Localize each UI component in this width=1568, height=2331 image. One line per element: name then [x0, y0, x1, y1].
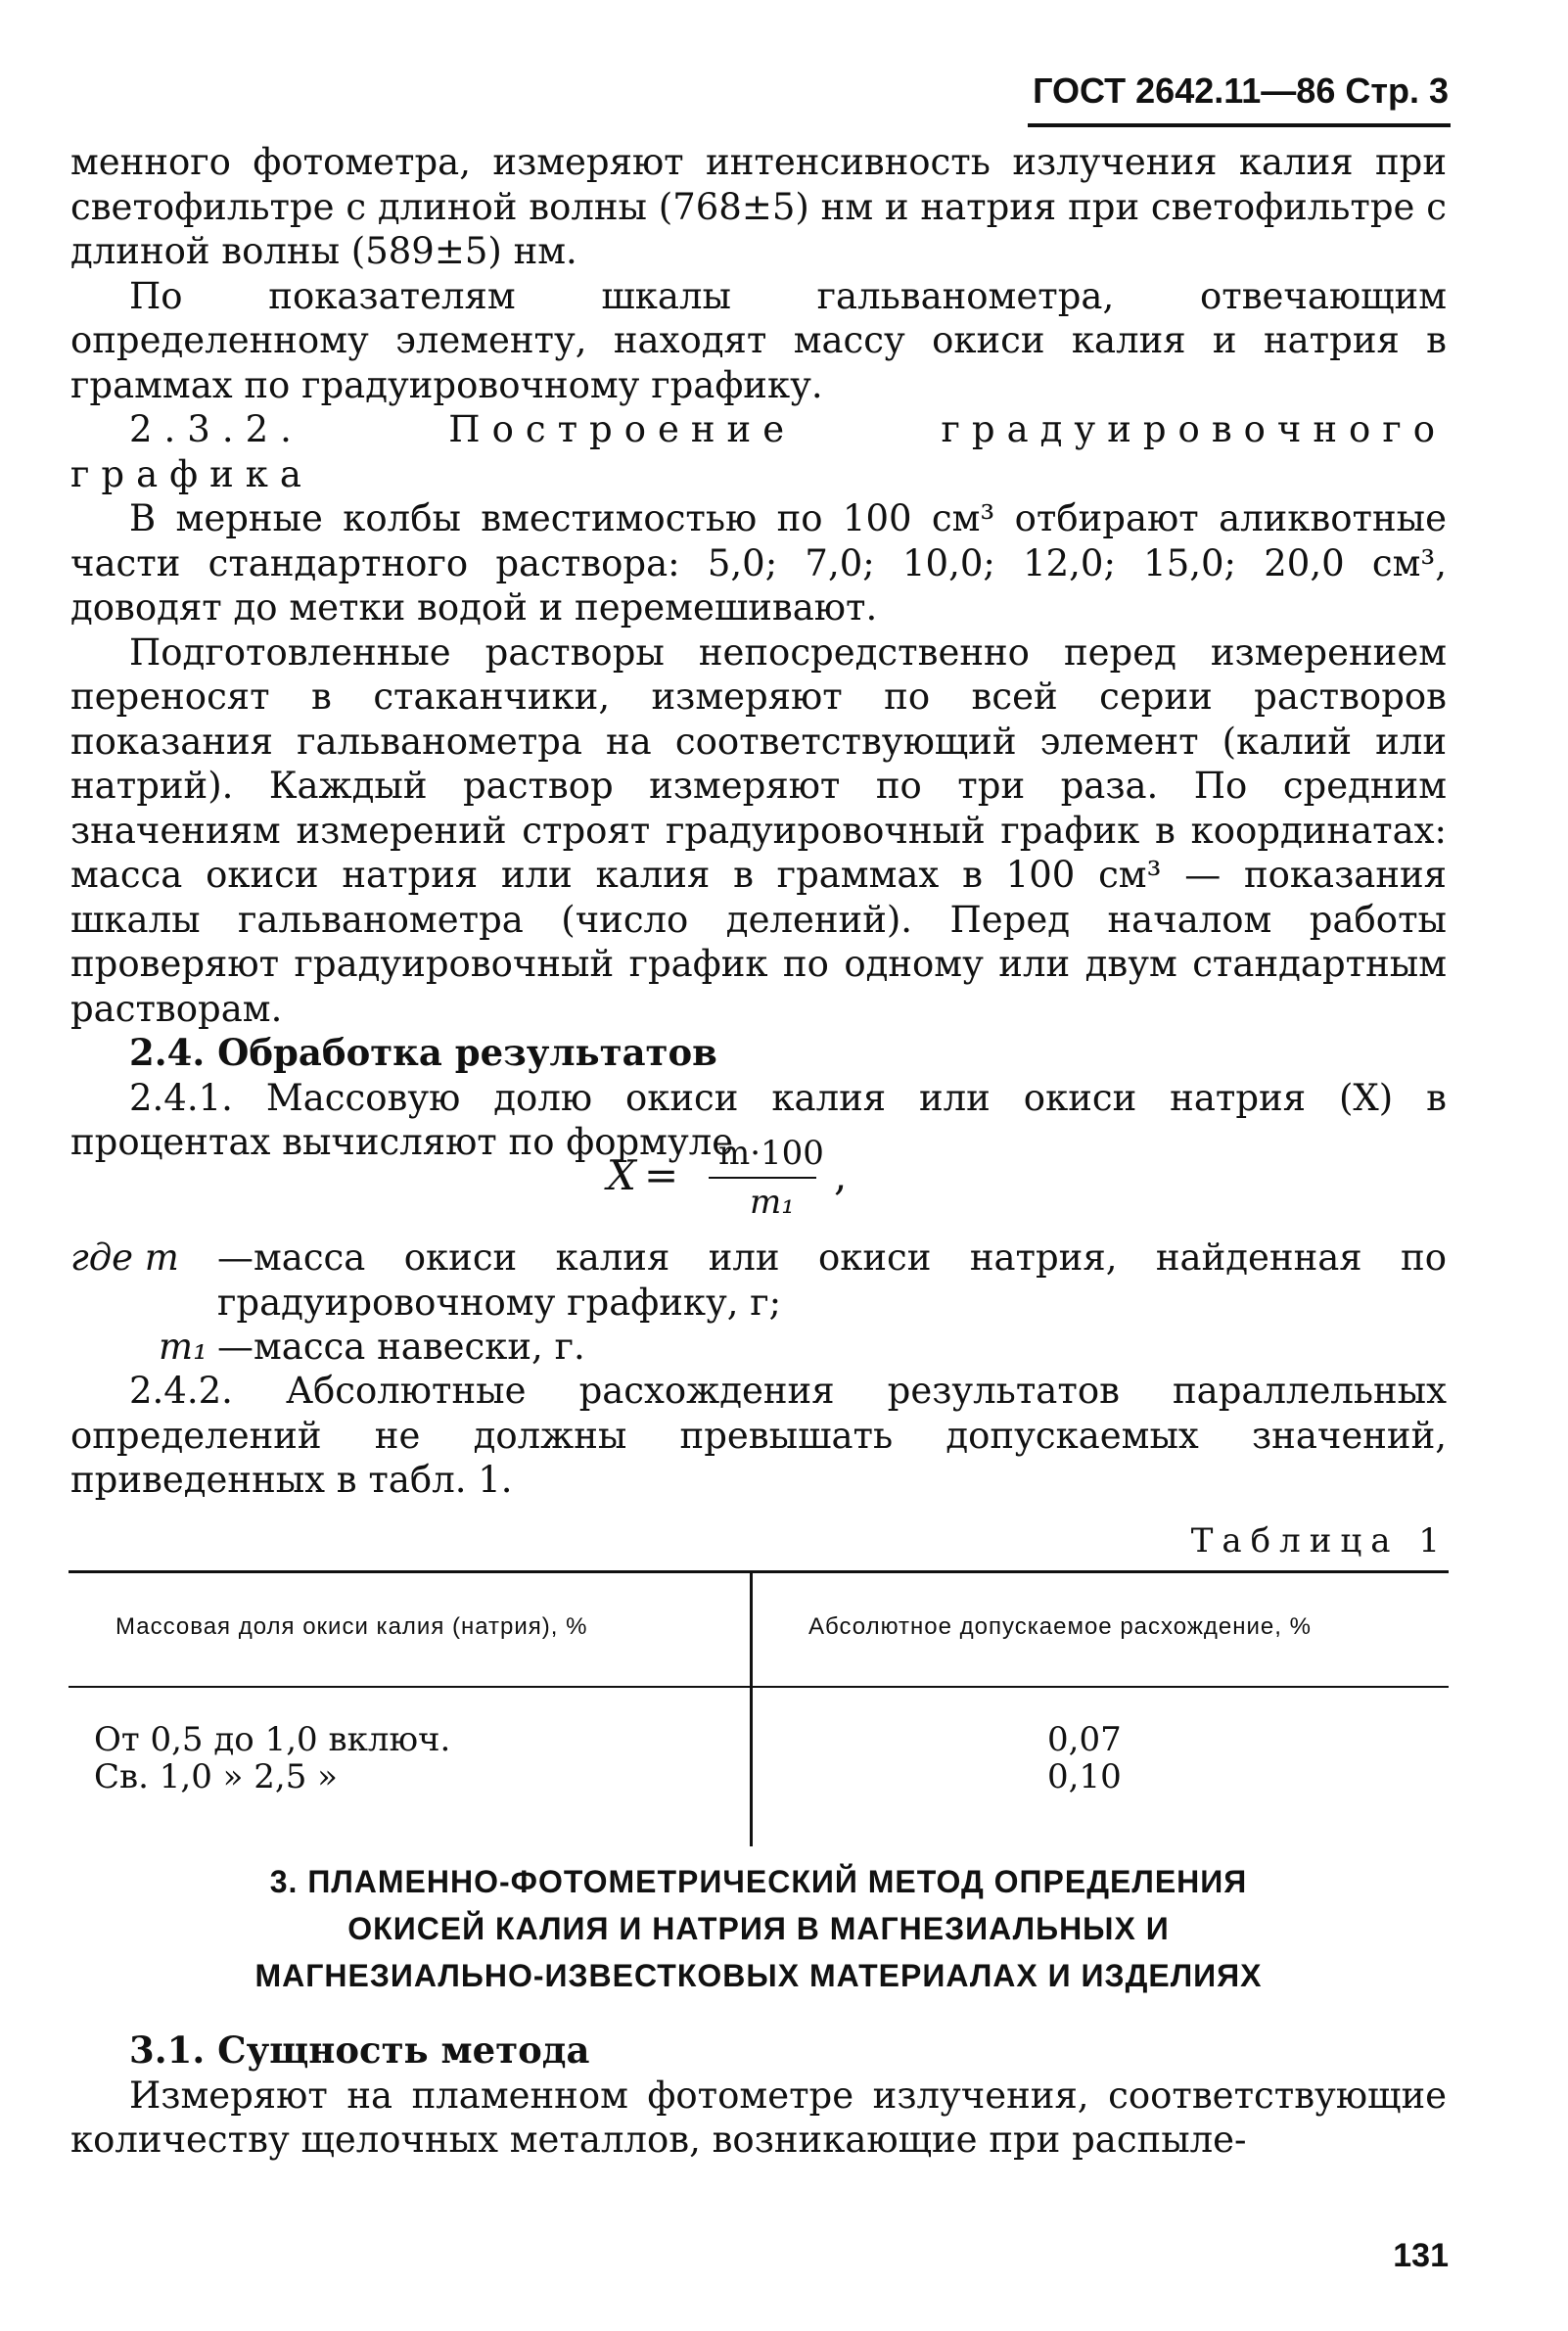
formula-equals: =	[644, 1151, 679, 1199]
formula-fraction-bar	[709, 1177, 816, 1179]
subsection-2-3-2-heading: 2.3.2. Построение градуировочного графика	[70, 408, 1447, 495]
table-header-rule	[69, 1686, 1449, 1688]
table-cell-value-2: 0,10	[1047, 1757, 1122, 1796]
page-number: 131	[1393, 2237, 1449, 2274]
paragraph-galvanometer: По показателям шкалы гальванометра, отвечающим определенному элементу, находят массу окиси калия и натрия в граммах по градуировочному графику.	[70, 274, 1447, 406]
formula-x	[607, 1134, 920, 1222]
formula-legend	[70, 1235, 1447, 1370]
legend-item-m1	[70, 1325, 1447, 1370]
table-column-divider	[750, 1570, 753, 1846]
table-header-mass-fraction: Массовая доля окиси калия (натрия), %	[115, 1613, 588, 1640]
paragraph-continuation: менного фотометра, измеряют интенсивность излучения калия при светофильтре с длиной волны (768±5) нм и натрия при светофильтре с длиной волны (589±5) нм.	[70, 141, 1447, 272]
header-rule	[1028, 123, 1451, 127]
subsection-3-1-heading: 3.1. Сущность метода	[129, 2028, 590, 2072]
paragraph-3-1: Измеряют на пламенном фотометре излучения, соответствующие количеству щелочных металлов, возникающие при распыле-	[70, 2074, 1447, 2161]
section-3-title	[70, 1858, 1447, 1999]
paragraph-2-4-2: 2.4.2. Абсолютные расхождения результатов параллельных определений не должны превышать допускаемых значений, приведенных в табл. 1.	[70, 1370, 1447, 1501]
paragraph-flasks: В мерные колбы вместимостью по 100 см³ отбирают аликвотные части стандартного раствора: 5,0; 7,0; 10,0; 12,0; 15,0; 20,0 см³, доводят до метки водой и перемешивают.	[70, 497, 1447, 629]
section-3-title-line-3: МАГНЕЗИАЛЬНО-ИЗВЕСТКОВЫХ МАТЕРИАЛАХ И ИЗДЕЛИЯХ	[254, 1958, 1263, 1993]
legend-item-m	[70, 1235, 1447, 1325]
legend-text-m: —масса окиси калия или окиси натрия, найденная по градуировочному графику, г;	[217, 1236, 1447, 1324]
formula-denominator: m₁	[750, 1183, 795, 1222]
body-text-section-3	[70, 2028, 1447, 2163]
table-cell-value-1: 0,07	[1047, 1720, 1122, 1759]
formula-numerator: m·100	[718, 1134, 824, 1173]
body-text-top	[70, 140, 1447, 1165]
table-top-rule	[69, 1570, 1449, 1573]
page-header: ГОСТ 2642.11—86 Стр. 3	[1033, 70, 1449, 111]
legend-symbol-m1: m₁	[159, 1326, 208, 1368]
formula-lhs: X	[607, 1151, 636, 1199]
formula-comma: ,	[834, 1151, 848, 1199]
legend-symbol-m: где m	[70, 1236, 179, 1279]
section-2-4-heading: 2.4. Обработка результатов	[129, 1031, 717, 1074]
table-caption: Таблица 1	[1190, 1521, 1449, 1561]
legend-text-m1: —масса навески, г.	[217, 1326, 585, 1368]
paragraph-prepared-solutions: Подготовленные растворы непосредственно перед измерением переносят в стаканчики, измеряют по всей серии растворов показания гальванометра на соответствующий элемент (калий или натрий). Каждый раствор измеряют по три раза. По средним значениям измерений строят градуировочный график в координатах: масса окиси натрия или калия в граммах в 100 см³ — показания шкалы гальванометра (число делений). Перед началом работы проверяют градуировочный график по одному или двум стандартным растворам.	[70, 630, 1447, 1030]
table-header-abs-diff: Абсолютное допускаемое расхождение, %	[808, 1613, 1312, 1640]
section-3-title-line-1: 3. ПЛАМЕННО-ФОТОМЕТРИЧЕСКИЙ МЕТОД ОПРЕДЕЛЕНИЯ	[269, 1864, 1248, 1899]
paragraph-2-4-1: 2.4.1. Массовую долю окиси калия или окиси натрия (X) в процентах вычисляют по формуле	[70, 1076, 1447, 1163]
table-cell-range-2: Св. 1,0 » 2,5 »	[94, 1757, 338, 1796]
section-3-title-line-2: ОКИСЕЙ КАЛИЯ И НАТРИЯ В МАГНЕЗИАЛЬНЫХ И	[347, 1911, 1170, 1946]
body-text-2-4-2	[70, 1369, 1447, 1503]
table-cell-range-1: От 0,5 до 1,0 включ.	[94, 1720, 451, 1759]
